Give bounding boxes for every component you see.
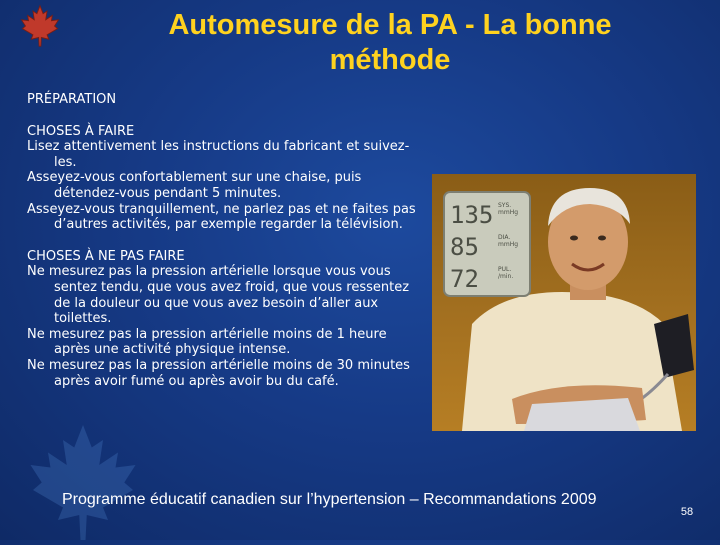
slide-title: Automesure de la PA - La bonne méthode [168,9,612,76]
photo-man-bp-monitor [432,174,696,431]
maple-leaf-logo-icon [18,4,62,48]
maple-leaf-watermark-icon [18,420,148,545]
preparation-heading: PRÉPARATION [27,92,117,107]
dia-unit: mmHg [498,241,519,248]
pul-value: 72 [450,265,479,293]
pul-unit: /min. [498,273,514,280]
eye-shape [598,236,606,241]
pul-label: PUL. [498,266,512,273]
dont-item: Ne mesurez pas la pression artérielle lorsque vous vous sentez tendu, que vous avez froid, que vous ressentez de la douleur ou que vous avez besoin d’aller aux toilettes. [27,264,410,327]
eye-shape [570,236,578,241]
sys-label: SYS. [498,202,512,209]
sys-unit: mmHg [498,209,519,216]
do-item: Asseyez-vous tranquillement, ne parlez pas et ne faites pas d’autres activités, par exemple regarder la télévision. [27,201,416,233]
do-item: Asseyez-vous confortablement sur une chaise, puis détendez-vous pendant 5 minutes. [27,170,362,201]
do-section-heading: CHOSES À FAIRE [27,123,135,139]
dont-item: Ne mesurez pas la pression artérielle moins de 1 heure après une activité physique intense. [27,326,387,358]
do-item: Lisez attentivement les instructions du fabricant et suivez-les. [27,139,410,170]
dia-label: DIA. [498,234,511,241]
dia-value: 85 [450,233,479,261]
sys-value: 135 [450,201,494,229]
bp-readings [450,202,528,298]
slide-body [27,92,417,389]
dont-item: Ne mesurez pas la pression artérielle moins de 30 minutes après avoir fumé ou après avoir bu du café. [27,357,410,389]
page-number: 58 [680,506,694,518]
dont-section-heading: CHOSES À NE PAS FAIRE [27,248,185,264]
slide-footer: Programme éducatif canadien sur l’hypertension – Recommandations 2009 [62,491,597,508]
